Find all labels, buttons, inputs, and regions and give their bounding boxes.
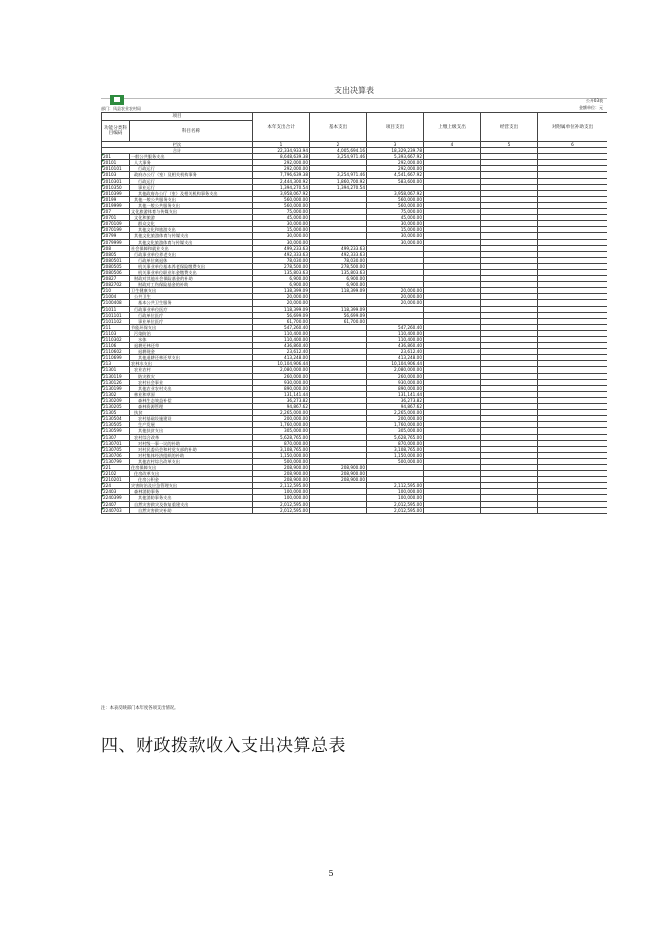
row-name: 其他文化旅游体育与传媒支出 — [130, 239, 253, 245]
row-amount: 61,700.00 — [310, 318, 367, 324]
row-code: 2010350 — [102, 184, 130, 190]
row-code: 2130504 — [102, 416, 130, 422]
row-name: 行政单位离退休 — [130, 257, 253, 263]
row-amount: 15,000.00 — [253, 227, 310, 233]
row-amount: 100,000.00 — [253, 495, 310, 501]
row-amount: 6,900.00 — [310, 276, 367, 282]
row-name: 行政单位医疗 — [130, 312, 253, 318]
row-amount: 118,399.09 — [310, 306, 367, 312]
row-name: 污染防治 — [130, 330, 253, 336]
row-amount: 20,000.00 — [253, 294, 310, 300]
row-name: 其他农村综合改革支出 — [130, 458, 253, 464]
row-amount: 1,150,000.00 — [253, 452, 310, 458]
row-amount: 94,867.62 — [367, 404, 424, 410]
row-code: 22102 — [102, 471, 130, 477]
row-code: 2210201 — [102, 477, 130, 483]
table-code: 公开03表 — [585, 98, 603, 103]
row-code: 2101101 — [102, 312, 130, 318]
row-code: 21305 — [102, 410, 130, 416]
row-amount: 292,000.00 — [367, 166, 424, 172]
spreadsheet-logo-icon — [110, 95, 124, 105]
row-name: 文化旅游体育与传媒支出 — [130, 209, 253, 215]
row-amount: 3,108,765.00 — [253, 446, 310, 452]
total-label: 合计 — [102, 148, 253, 154]
row-amount: 36,273.82 — [367, 397, 424, 403]
row-name: 卫生健康支出 — [130, 288, 253, 294]
col-business: 经营支出 — [481, 113, 538, 142]
row-name: 人大事务 — [130, 160, 253, 166]
amount-unit: 金额单位：元 — [579, 105, 603, 110]
row-amount: 870,000.00 — [253, 440, 310, 446]
row-name: 事业运行 — [130, 184, 253, 190]
index-cell: 6 — [538, 142, 607, 148]
row-code: 2070199 — [102, 227, 130, 233]
row-name: 自然灾害救灾及恢复重建支出 — [130, 501, 253, 507]
row-code: 2130126 — [102, 379, 130, 385]
row-amount: 1,760,000.00 — [253, 422, 310, 428]
row-amount: 560,000.00 — [253, 196, 310, 202]
row-amount: 30,000.00 — [253, 239, 310, 245]
row-name: 森林生态效益补偿 — [130, 397, 253, 403]
row-code: 2110602 — [102, 349, 130, 355]
row-name: 农林水支出 — [130, 361, 253, 367]
row-amount: 8,648,639.38 — [253, 154, 310, 160]
col-basic: 基本支出 — [310, 113, 367, 142]
row-amount: 499,233.63 — [310, 245, 367, 251]
row-amount: 208,900.00 — [253, 477, 310, 483]
row-amount: 5,628,765.00 — [253, 434, 310, 440]
row-name: 社会保障和就业支出 — [130, 245, 253, 251]
row-code: 2130701 — [102, 440, 130, 446]
row-amount: 208,900.00 — [310, 464, 367, 470]
row-code: 21004 — [102, 294, 130, 300]
row-amount: 110,400.00 — [253, 337, 310, 343]
row-name: 退耕现金 — [130, 349, 253, 355]
row-amount: 436,860.40 — [367, 343, 424, 349]
row-name: 住房保障支出 — [130, 464, 253, 470]
row-amount: 30,000.00 — [367, 239, 424, 245]
row-code: 20799 — [102, 233, 130, 239]
col-project: 项目支出 — [367, 113, 424, 142]
row-amount: 2,265,000.00 — [253, 410, 310, 416]
row-amount: 131,141.44 — [253, 391, 310, 397]
row-name: 财政对工伤保险基金的补助 — [130, 282, 253, 288]
row-amount: 23,612.40 — [367, 349, 424, 355]
row-name: 生产发展 — [130, 422, 253, 428]
row-amount: 10,104,906.44 — [367, 361, 424, 367]
row-amount: 56,699.09 — [253, 312, 310, 318]
row-amount: 930,000.00 — [367, 379, 424, 385]
row-code: 2079999 — [102, 239, 130, 245]
row-name: 其他农业农村支出 — [130, 385, 253, 391]
col-name: 科目名称 — [130, 121, 253, 142]
row-empty-cell — [424, 507, 481, 513]
row-name: 其他文化和旅游支出 — [130, 227, 253, 233]
row-amount: 305,000.00 — [367, 428, 424, 434]
row-amount: 5,628,765.00 — [367, 434, 424, 440]
row-amount: 560,000.00 — [367, 202, 424, 208]
row-amount: 890,000.00 — [253, 385, 310, 391]
index-cell: 2 — [310, 142, 367, 148]
row-amount: 208,900.00 — [310, 471, 367, 477]
row-amount: 100,000.00 — [367, 489, 424, 495]
row-code: 21011 — [102, 306, 130, 312]
row-name: 其他消防事务支出 — [130, 495, 253, 501]
expenditure-table — [101, 112, 607, 514]
row-amount: 870,000.00 — [367, 440, 424, 446]
row-code: 20827 — [102, 276, 130, 282]
expenditure-sheet — [101, 84, 607, 714]
row-amount: 500,000.00 — [367, 458, 424, 464]
row-amount: 20,000.00 — [367, 288, 424, 294]
row-amount: 7,796,639.38 — [253, 172, 310, 178]
row-amount: 110,400.00 — [367, 337, 424, 343]
row-amount: 94,867.62 — [253, 404, 310, 410]
row-amount: 3,958,067.92 — [367, 190, 424, 196]
row-name: 农业农村 — [130, 367, 253, 373]
row-amount — [310, 507, 367, 513]
row-code: 2101102 — [102, 318, 130, 324]
row-name: 事业单位医疗 — [130, 318, 253, 324]
row-name: 财政对其他社会保险基金的补助 — [130, 276, 253, 282]
row-amount: 2,012,595.00 — [367, 501, 424, 507]
row-name: 其他一般公共服务支出 — [130, 202, 253, 208]
row-code: 2130119 — [102, 373, 130, 379]
row-name: 其他一般公共服务支出 — [130, 196, 253, 202]
row-amount: 413,248.00 — [367, 355, 424, 361]
row-amount: 45,000.00 — [367, 215, 424, 221]
row-amount: 547,260.40 — [367, 324, 424, 330]
row-amount: 30,000.00 — [367, 221, 424, 227]
row-code: 211 — [102, 324, 130, 330]
row-name: 公共卫生 — [130, 294, 253, 300]
row-amount: 138,399.09 — [253, 288, 310, 294]
row-amount: 492,333.63 — [310, 251, 367, 257]
sheet-title: 支出决算表 — [101, 84, 607, 99]
table-row — [102, 507, 608, 513]
page-number: 5 — [328, 869, 334, 878]
row-code: 21301 — [102, 367, 130, 373]
row-amount: 930,000.00 — [253, 379, 310, 385]
row-amount: 3,108,765.00 — [367, 446, 424, 452]
row-name: 行政运行 — [130, 166, 253, 172]
row-code: 22407 — [102, 501, 130, 507]
row-amount: 292,000.00 — [367, 160, 424, 166]
row-amount: 100,000.00 — [367, 495, 424, 501]
row-name: 退耕还林还草 — [130, 343, 253, 349]
row-amount: 436,860.40 — [253, 343, 310, 349]
row-amount: 6,900.00 — [253, 276, 310, 282]
row-amount: 118,399.09 — [253, 306, 310, 312]
row-amount: 890,000.00 — [367, 385, 424, 391]
row-code: 2080501 — [102, 257, 130, 263]
department-label: 部门：凤县农业农村局 — [101, 106, 141, 111]
row-amount: 2,012,595.00 — [367, 507, 424, 513]
row-amount: 4,541,667.92 — [367, 172, 424, 178]
row-code: 2110699 — [102, 355, 130, 361]
row-name: 防灾救灾 — [130, 373, 253, 379]
row-name: 政府办公厅（室）及相关机构事务 — [130, 172, 253, 178]
row-amount: 2,112,595.00 — [253, 483, 310, 489]
row-amount: 30,000.00 — [253, 221, 310, 227]
row-code: 213 — [102, 361, 130, 367]
row-amount: 3,958,067.92 — [253, 190, 310, 196]
row-code: 2080505 — [102, 263, 130, 269]
row-code: 21307 — [102, 434, 130, 440]
row-name: 其他退耕还林还草支出 — [130, 355, 253, 361]
row-amount: 278,500.00 — [310, 263, 367, 269]
row-amount: 292,000.00 — [253, 166, 310, 172]
row-amount: 560,000.00 — [253, 202, 310, 208]
row-code: 2240399 — [102, 495, 130, 501]
row-amount: 30,000.00 — [367, 233, 424, 239]
row-code: 20199 — [102, 196, 130, 202]
row-name: 农村基础设施建设 — [130, 416, 253, 422]
row-code: 2130705 — [102, 446, 130, 452]
row-name: 自然灾害救灾补助 — [130, 507, 253, 513]
index-cell: 4 — [424, 142, 481, 148]
row-amount: 305,000.00 — [253, 428, 310, 434]
row-name: 对村集体经济组织的补助 — [130, 452, 253, 458]
row-name: 对村民委员会和村党支部的补助 — [130, 446, 253, 452]
row-amount: 6,900.00 — [253, 282, 310, 288]
row-empty-cell — [538, 507, 607, 513]
index-cell: 5 — [481, 142, 538, 148]
row-empty-cell — [481, 507, 538, 513]
row-amount: 208,900.00 — [310, 477, 367, 483]
row-amount: 20,000.00 — [253, 300, 310, 306]
col-code: 功能分类科目编码 — [102, 121, 130, 142]
row-amount: 1,394,270.54 — [253, 184, 310, 190]
row-amount: 135,803.63 — [310, 269, 367, 275]
row-name: 行政事业单位养老支出 — [130, 251, 253, 257]
row-code: 207 — [102, 209, 130, 215]
col-subsidy: 对附属单位补助支出 — [538, 113, 607, 142]
row-name: 住房公积金 — [130, 477, 253, 483]
row-code: 21103 — [102, 330, 130, 336]
row-name: 住房改革支出 — [130, 471, 253, 477]
row-code: 201 — [102, 154, 130, 160]
row-amount: 260,000.00 — [253, 373, 310, 379]
row-amount: 200,000.00 — [367, 416, 424, 422]
row-name: 森林资源管理 — [130, 404, 253, 410]
row-amount: 75,000.00 — [367, 209, 424, 215]
row-code: 22403 — [102, 489, 130, 495]
row-code: 20101 — [102, 160, 130, 166]
row-amount: 2,012,595.00 — [253, 501, 310, 507]
row-amount: 1,760,000.00 — [367, 422, 424, 428]
row-name: 基本公共卫生服务 — [130, 300, 253, 306]
row-amount: 78,030.00 — [253, 257, 310, 263]
row-name: 对村级一事一议的补助 — [130, 440, 253, 446]
row-code: 20805 — [102, 251, 130, 257]
row-code: 2110302 — [102, 337, 130, 343]
row-code: 2019999 — [102, 202, 130, 208]
row-name: 文化和旅游 — [130, 215, 253, 221]
row-amount: 200,000.00 — [253, 416, 310, 422]
row-code: 2130706 — [102, 452, 130, 458]
row-amount: 23,612.40 — [253, 349, 310, 355]
row-code: 2130199 — [102, 385, 130, 391]
row-amount: 3,254,971.46 — [310, 172, 367, 178]
row-name: 其他扶贫支出 — [130, 428, 253, 434]
row-code: 224 — [102, 483, 130, 489]
row-code: 221 — [102, 464, 130, 470]
total-value: 18,329,239.78 — [367, 148, 424, 154]
row-amount: 56,699.09 — [310, 312, 367, 318]
row-name: 农村综合改革 — [130, 434, 253, 440]
row-amount: 1,150,000.00 — [367, 452, 424, 458]
row-amount: 78,030.00 — [310, 257, 367, 263]
section-heading: 四、财政拨款收入支出决算总表 — [101, 736, 346, 756]
row-name: 行政运行 — [130, 178, 253, 184]
row-code: 2130205 — [102, 404, 130, 410]
row-code: 2130505 — [102, 422, 130, 428]
row-name: 机关事业单位职业年金缴费支出 — [130, 269, 253, 275]
row-amount: 10,104,906.44 — [253, 361, 310, 367]
table-note: 注：本表反映部门本年度各项支出情况。 — [101, 706, 179, 711]
index-label: 栏次 — [102, 142, 253, 148]
row-name: 扶贫 — [130, 410, 253, 416]
row-name: 农村社会事业 — [130, 379, 253, 385]
col-total: 本年支出合计 — [253, 113, 310, 142]
index-cell: 3 — [367, 142, 424, 148]
row-amount: 15,000.00 — [367, 227, 424, 233]
row-amount: 260,000.00 — [367, 373, 424, 379]
row-amount: 118,399.09 — [310, 288, 367, 294]
row-amount: 30,000.00 — [253, 233, 310, 239]
row-name: 机关事业单位基本养老保险缴费支出 — [130, 263, 253, 269]
total-value: 4,005,694.16 — [310, 148, 367, 154]
col-upper: 上缴上级支出 — [424, 113, 481, 142]
row-name: 其他文化旅游体育与传媒支出 — [130, 233, 253, 239]
row-amount: 208,900.00 — [253, 464, 310, 470]
row-name: 水体 — [130, 337, 253, 343]
row-amount: 500,000.00 — [253, 458, 310, 464]
row-amount: 36,273.82 — [253, 397, 310, 403]
row-code: 20701 — [102, 215, 130, 221]
row-code: 2010399 — [102, 190, 130, 196]
row-amount: 1,394,270.54 — [310, 184, 367, 190]
row-code: 208 — [102, 245, 130, 251]
row-amount: 208,900.00 — [253, 471, 310, 477]
row-code: 210 — [102, 288, 130, 294]
row-code: 21302 — [102, 391, 130, 397]
row-amount: 2,080,000.00 — [253, 367, 310, 373]
row-amount: 110,400.00 — [367, 330, 424, 336]
row-name: 行政事业单位医疗 — [130, 306, 253, 312]
row-amount: 492,333.63 — [253, 251, 310, 257]
row-amount: 2,444,300.92 — [253, 178, 310, 184]
row-amount: 3,254,971.46 — [310, 154, 367, 160]
row-amount: 6,900.00 — [310, 282, 367, 288]
row-amount: 2,112,595.00 — [367, 483, 424, 489]
row-code: 2010301 — [102, 178, 130, 184]
row-name: 一般公共服务支出 — [130, 154, 253, 160]
row-amount: 1,860,700.92 — [310, 178, 367, 184]
row-amount: 61,700.00 — [253, 318, 310, 324]
row-amount: 20,000.00 — [367, 294, 424, 300]
row-code: 2010101 — [102, 166, 130, 172]
row-amount: 547,260.40 — [253, 324, 310, 330]
row-name: 森林消防事务 — [130, 489, 253, 495]
row-amount: 5,393,667.92 — [367, 154, 424, 160]
row-name: 其他政府办公厅（室）及相关机构事务支出 — [130, 190, 253, 196]
row-code: 2082702 — [102, 282, 130, 288]
total-value: 22,334,933.94 — [253, 148, 310, 154]
row-amount: 560,000.00 — [367, 196, 424, 202]
row-amount: 499,233.63 — [253, 245, 310, 251]
row-amount: 583,600.00 — [367, 178, 424, 184]
row-amount: 110,400.00 — [253, 330, 310, 336]
row-name: 林业和草原 — [130, 391, 253, 397]
index-cell: 1 — [253, 142, 310, 148]
row-code: 2240703 — [102, 507, 130, 513]
row-amount: 2,080,000.00 — [367, 367, 424, 373]
row-name: 节能环保支出 — [130, 324, 253, 330]
row-code: 2130799 — [102, 458, 130, 464]
row-code: 2130599 — [102, 428, 130, 434]
row-amount: 100,000.00 — [253, 489, 310, 495]
row-amount: 135,803.63 — [253, 269, 310, 275]
row-amount: 20,000.00 — [367, 300, 424, 306]
row-amount: 292,000.00 — [253, 160, 310, 166]
row-code: 2080506 — [102, 269, 130, 275]
row-code: 20103 — [102, 172, 130, 178]
row-amount: 131,141.44 — [367, 391, 424, 397]
row-amount: 2,265,000.00 — [367, 410, 424, 416]
row-name: 群众文化 — [130, 221, 253, 227]
row-amount: 278,500.00 — [253, 263, 310, 269]
row-code: 2070109 — [102, 221, 130, 227]
row-code: 21106 — [102, 343, 130, 349]
row-amount: 45,000.00 — [253, 215, 310, 221]
header-group: 项目 — [102, 113, 253, 121]
row-amount: 75,000.00 — [253, 209, 310, 215]
row-code: 2130209 — [102, 397, 130, 403]
row-code: 2100408 — [102, 300, 130, 306]
row-amount: 2,012,595.00 — [253, 507, 310, 513]
row-amount: 413,248.00 — [253, 355, 310, 361]
row-name: 灾害防治及应急管理支出 — [130, 483, 253, 489]
